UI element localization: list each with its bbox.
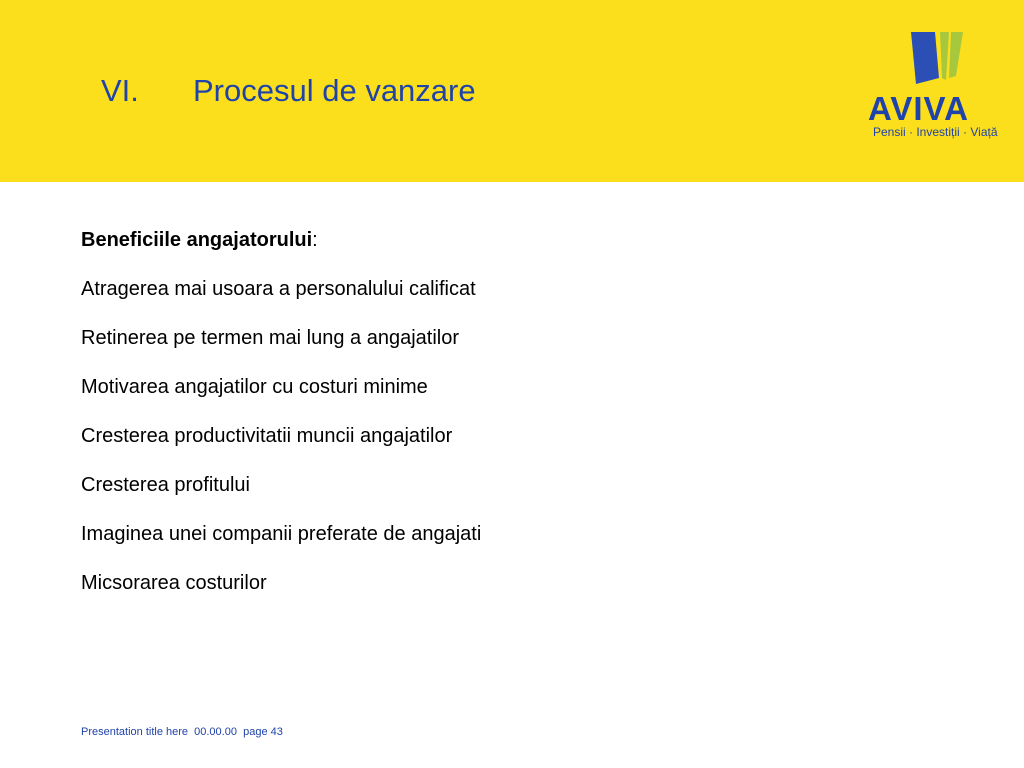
- footer-presentation-title: Presentation title here: [81, 726, 189, 738]
- content-area: [81, 226, 941, 618]
- footer-page-number: page 43: [243, 726, 283, 738]
- header-band: [0, 0, 1024, 182]
- logo-tagline: Pensii · Investiții · Viață: [873, 125, 998, 139]
- benefit-item: Cresterea productivitatii muncii angajatilor: [81, 425, 453, 447]
- benefit-item: Motivarea angajatilor cu costuri minime: [81, 376, 428, 398]
- benefits-heading-colon: :: [312, 229, 318, 251]
- logo-wordmark: AVIVA: [868, 90, 969, 127]
- benefit-item: Atragerea mai usoara a personalului calificat: [81, 278, 476, 300]
- benefits-heading: [81, 226, 941, 254]
- benefits-heading-text: Beneficiile angajatorului: [81, 229, 313, 251]
- footer-date: 00.00.00: [194, 726, 237, 738]
- benefit-item: Cresterea profitului: [81, 474, 250, 496]
- benefit-item: Retinerea pe termen mai lung a angajatilor: [81, 327, 459, 349]
- slide-title: Procesul de vanzare: [193, 73, 476, 108]
- aviva-flag-icon: [911, 30, 967, 86]
- benefit-item: Micsorarea costurilor: [81, 572, 267, 594]
- slide-footer: [81, 725, 283, 739]
- aviva-logo: [868, 30, 1008, 150]
- section-number: VI.: [101, 73, 139, 108]
- benefits-list: [81, 275, 941, 597]
- benefit-item: Imaginea unei companii preferate de angajati: [81, 523, 482, 545]
